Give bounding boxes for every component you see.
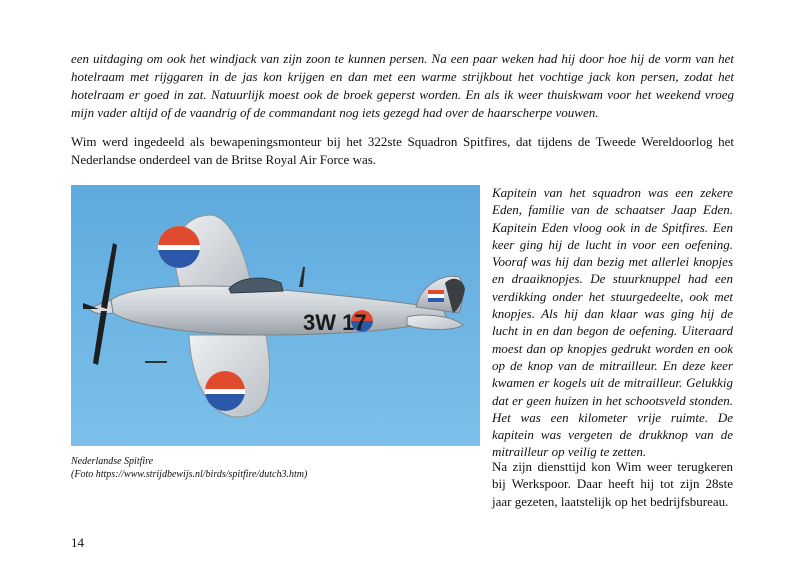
lower-wing-roundel [205, 371, 245, 411]
captain-paragraph: Kapitein van het squadron was een zekere Eden, familie van de schaatser Jaap Eden. Kapitein Eden vloog ook in de Spitfires. Een keer ging hij de lucht in voor een oefening. Vooraf was hij dan bezig met allerlei knopjes en draaiknopjes. De stuurknuppel had een verdikking onder het stuurgedeelte, ook met knopjes. Als hij dan klaar was ging hij de lucht in en dan begon de oefening. Uiteraard moest dan op knopjes gedrukt worden en ook op de knop van de mitrailleur. En deze keer kwamen er kogels uit de mitrailleur. Gelukkig dat er geen huizen in het schootsveld stonden. Het was een kilometer vrije ruimte. De kapitein was vergeten de drukknop van de mitrailleur op veilig te zetten. [492, 185, 733, 460]
spitfire-photo [71, 185, 480, 446]
caption-source: (Foto https://www.strijdbewijs.nl/birds/spitfire/dutch3.htm) [71, 469, 308, 480]
figure-caption [71, 455, 480, 481]
intro-paragraph: een uitdaging om ook het windjack van zijn zoon te kunnen persen. Na een paar weken had hij door hoe hij de vorm van het hotelraam met rijggaren in de jas kon krijgen en dan met een warme strijkbout het vochtige jack kon persen, zodat het hotelraam er goed in zat. Natuurlijk moest ook de broek geperst worden. En als ik weer thuiskwam voor het weekend vroeg mijn vader altijd of de vaandrig of de commandant nog iets gezegd had over de haarscherpe vouwen. [71, 51, 734, 120]
cannon-barrel [145, 361, 167, 363]
caption-title: Nederlandse Spitfire [71, 456, 154, 467]
werkspoor-paragraph: Na zijn diensttijd kon Wim weer terugkeren bij Werkspoor. Daar heeft hij tot zijn 28ste jaar gezeten, laatstelijk op het bedrijfsbureau. [492, 459, 733, 509]
page-number: 14 [71, 535, 84, 550]
tail-flag [428, 290, 444, 302]
aircraft-marking: 3W 17 [303, 310, 367, 335]
upper-wing-roundel [158, 226, 200, 268]
spitfire-illustration [71, 185, 480, 446]
squadron-paragraph: Wim werd ingedeeld als bewapeningsmonteur bij het 322ste Squadron Spitfires, dat tijdens de Tweede Wereldoorlog het Nederlandse onderdeel van de Britse Royal Air Force was. [71, 134, 734, 167]
